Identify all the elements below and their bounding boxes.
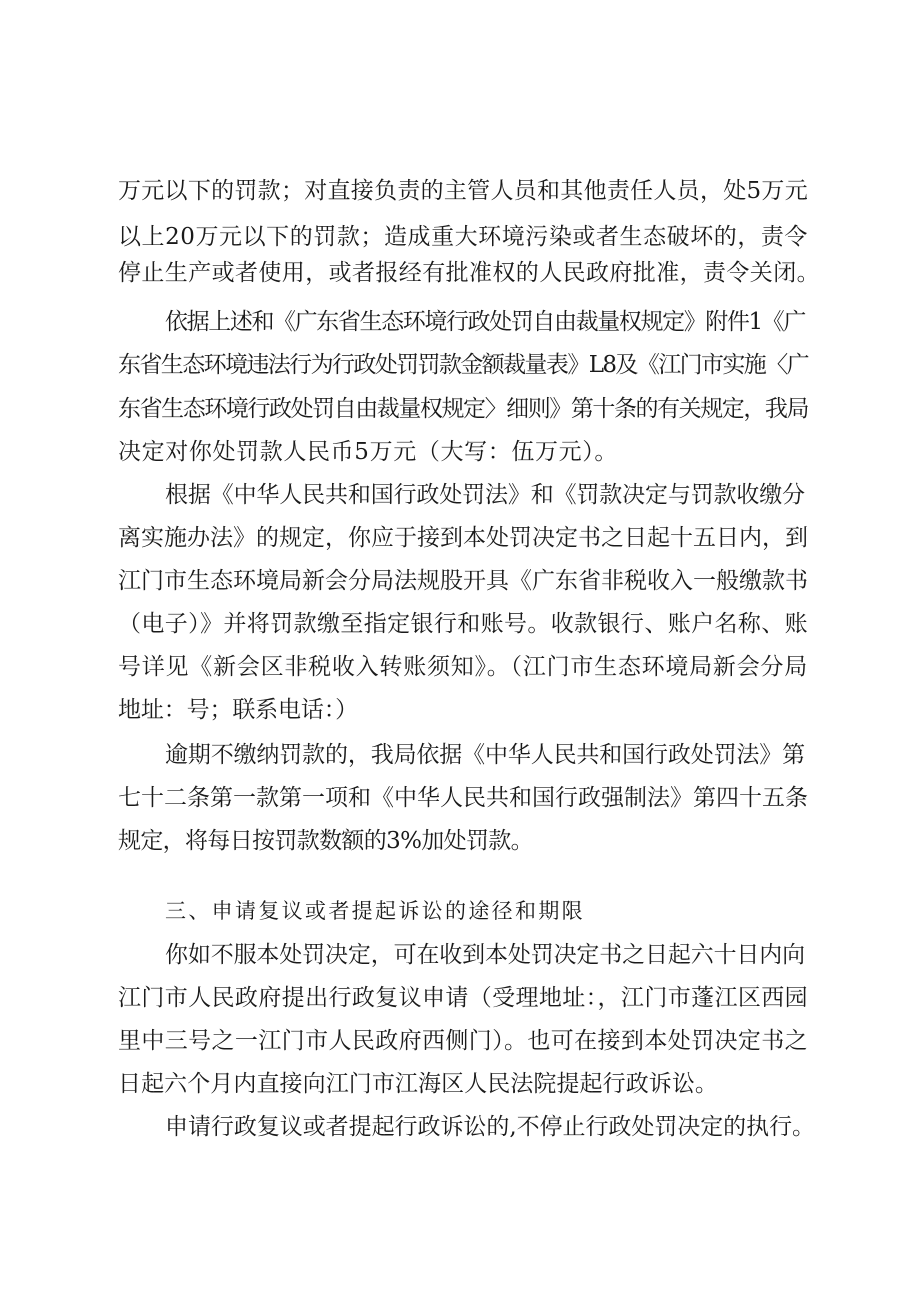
text-line: 逾期不缴纳罚款的，我局依据《中华人民共和国行政处罚法》第 xyxy=(165,742,806,768)
text-line: 停止生产或者使用，或者报经有批准权的人民政府批准，责令关闭。 xyxy=(118,260,820,286)
text-line: 地址：号；联系电话：） xyxy=(118,697,359,723)
text-line: 根据《中华人民共和国行政处罚法》和《罚款决定与罚款收缴分 xyxy=(165,482,806,508)
text-line: 里中三号之一江门市人民政府西侧门）。也可在接到本处罚决定书之 xyxy=(118,1028,808,1054)
text-line: 日起六个月内直接向江门市江海区人民法院提起行政诉讼。 xyxy=(118,1071,718,1097)
text-line: 万元以下的罚款；对直接负责的主管人员和其他责任人员，处5万元 xyxy=(118,178,808,204)
text-line: 以上20万元以下的罚款；造成重大环境污染或者生态破坏的，责令 xyxy=(118,224,808,250)
text-line: 离实施办法》的规定，你应于接到本处罚决定书之日起十五日内，到 xyxy=(118,525,808,551)
section-heading: 三、申请复议或者提起诉讼的途径和期限 xyxy=(165,899,585,923)
text-line: 七十二条第一款第一项和《中华人民共和国行政强制法》第四十五条 xyxy=(118,785,808,811)
text-line: 东省生态环境行政处罚自由裁量权规定〉细则》第十条的有关规定，我局 xyxy=(118,396,808,422)
text-line: 东省生态环境违法行为行政处罚罚款金额裁量表》L8及《江门市实施〈广 xyxy=(118,352,808,378)
text-line: 号详见《新会区非税收入转账须知》。（江门市生态环境局新会分局 xyxy=(118,654,808,680)
text-line: （电子）》并将罚款缴至指定银行和账号。收款银行、账户名称、账 xyxy=(118,611,808,637)
text-line: 规定，将每日按罚款数额的3%加处罚款。 xyxy=(118,828,533,854)
text-line: 江门市生态环境局新会分局法规股开具《广东省非税收入一般缴款书 xyxy=(118,568,808,594)
text-line: 你如不服本处罚决定，可在收到本处罚决定书之日起六十日内向 xyxy=(165,942,806,968)
text-line: 依据上述和《广东省生态环境行政处罚自由裁量权规定》附件1《广 xyxy=(165,309,805,335)
text-line: 江门市人民政府提出行政复议申请（受理地址：，江门市蓬江区西园 xyxy=(118,985,808,1011)
text-line: 决定对你处罚款人民币5万元（大写：伍万元）。 xyxy=(118,439,618,465)
text-line: 申请行政复议或者提起行政诉讼的,不停止行政处罚决定的执行。 xyxy=(165,1114,815,1140)
